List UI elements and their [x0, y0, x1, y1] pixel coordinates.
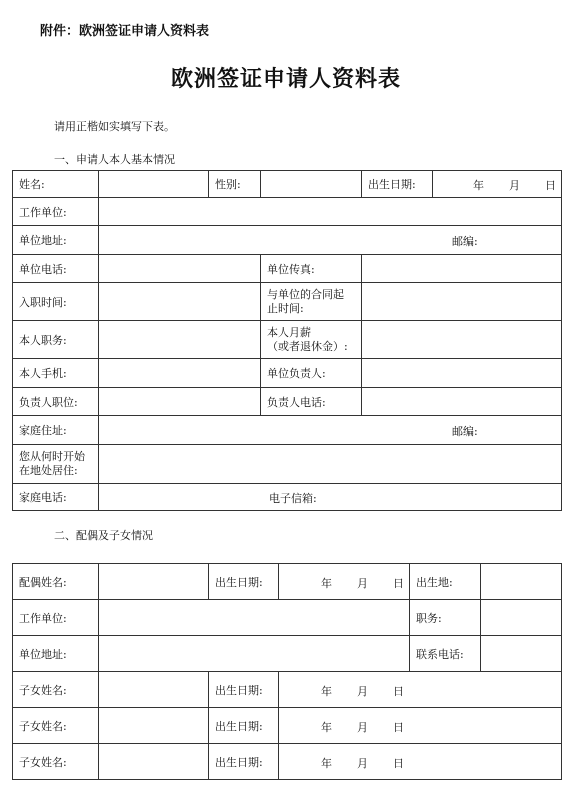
- child-year-label: 年: [321, 721, 332, 734]
- section2-heading: 二、配偶及子女情况: [54, 529, 153, 542]
- mobile-label: 本人手机:: [12, 358, 99, 388]
- page-title: 欧洲签证申请人资料表: [170, 66, 401, 92]
- employer-field[interactable]: [98, 197, 562, 226]
- spouse-year-label: 年: [321, 577, 332, 590]
- birthplace-field[interactable]: [480, 563, 562, 600]
- child-month-label: 月: [357, 721, 368, 734]
- child-year-label: 年: [321, 685, 332, 698]
- residence-since-field[interactable]: [98, 444, 562, 484]
- spouse-position-label: 职务:: [409, 599, 481, 636]
- hire-date-label: 入职时间:: [12, 282, 99, 321]
- child-name-field[interactable]: [98, 671, 209, 708]
- supervisor-label: 单位负责人:: [260, 358, 362, 388]
- position-label: 本人职务:: [12, 320, 99, 359]
- home-phone-label: 家庭电话:: [12, 483, 99, 511]
- spouse-employer-label: 工作单位:: [12, 599, 99, 636]
- child-dob-label: 出生日期:: [208, 743, 279, 780]
- year-label: 年: [473, 179, 484, 192]
- employer-fax-label: 单位传真:: [260, 254, 362, 283]
- name-label: 姓名:: [12, 170, 99, 198]
- child-month-label: 月: [357, 685, 368, 698]
- home-address-field[interactable]: [98, 415, 562, 445]
- spouse-day-label: 日: [393, 577, 404, 590]
- contract-period-field[interactable]: [361, 282, 562, 321]
- monthly-salary-field[interactable]: [361, 320, 562, 359]
- employer-address-label: 单位地址:: [12, 225, 99, 255]
- contract-period-label: 与单位的合同起 止时间:: [260, 282, 362, 321]
- dob-field[interactable]: [432, 170, 562, 198]
- attachment-heading: 附件：欧洲签证申请人资料表: [40, 24, 210, 39]
- spouse-name-field[interactable]: [98, 563, 209, 600]
- child-day-label: 日: [393, 721, 404, 734]
- email-label: 电子信箱:: [269, 492, 317, 505]
- home-address-label: 家庭住址:: [12, 415, 99, 445]
- child-day-label: 日: [393, 685, 404, 698]
- spouse-dob-label: 出生日期:: [208, 563, 279, 600]
- child-name-label: 子女姓名:: [12, 671, 99, 708]
- employer-fax-field[interactable]: [361, 254, 562, 283]
- day-label: 日: [545, 179, 556, 192]
- spouse-dob-field[interactable]: [278, 563, 410, 600]
- instruction-text: 请用正楷如实填写下表。: [54, 120, 175, 133]
- spouse-employer-address-field[interactable]: [98, 635, 410, 672]
- child-day-label: 日: [393, 757, 404, 770]
- residence-since-label: 您从何时开始 在地处居住:: [12, 444, 99, 484]
- supervisor-position-label: 负责人职位:: [12, 387, 99, 416]
- child-name-field[interactable]: [98, 743, 209, 780]
- gender-field[interactable]: [260, 170, 362, 198]
- month-label: 月: [509, 179, 520, 192]
- employer-phone-field[interactable]: [98, 254, 261, 283]
- postcode-label: 邮编:: [452, 235, 478, 248]
- employer-label: 工作单位:: [12, 197, 99, 226]
- name-field[interactable]: [98, 170, 209, 198]
- contact-phone-label: 联系电话:: [409, 635, 481, 672]
- spouse-employer-address-label: 单位地址:: [12, 635, 99, 672]
- position-field[interactable]: [98, 320, 261, 359]
- spouse-position-field[interactable]: [480, 599, 562, 636]
- spouse-name-label: 配偶姓名:: [12, 563, 99, 600]
- child-year-label: 年: [321, 757, 332, 770]
- monthly-salary-label: 本人月薪 （或者退休金）:: [260, 320, 362, 359]
- employer-phone-label: 单位电话:: [12, 254, 99, 283]
- home-postcode-label: 邮编:: [452, 425, 478, 438]
- child-dob-label: 出生日期:: [208, 671, 279, 708]
- section1-heading: 一、申请人本人基本情况: [54, 153, 175, 166]
- employer-address-field[interactable]: [98, 225, 562, 255]
- child-name-label: 子女姓名:: [12, 743, 99, 780]
- contact-phone-field[interactable]: [480, 635, 562, 672]
- hire-date-field[interactable]: [98, 282, 261, 321]
- mobile-field[interactable]: [98, 358, 261, 388]
- gender-label: 性别:: [208, 170, 261, 198]
- spouse-month-label: 月: [357, 577, 368, 590]
- birthplace-label: 出生地:: [409, 563, 481, 600]
- child-name-field[interactable]: [98, 707, 209, 744]
- home-phone-field[interactable]: [98, 483, 562, 511]
- supervisor-position-field[interactable]: [98, 387, 261, 416]
- spouse-employer-field[interactable]: [98, 599, 410, 636]
- child-name-label: 子女姓名:: [12, 707, 99, 744]
- supervisor-phone-label: 负责人电话:: [260, 387, 362, 416]
- child-dob-label: 出生日期:: [208, 707, 279, 744]
- child-month-label: 月: [357, 757, 368, 770]
- dob-label: 出生日期:: [361, 170, 433, 198]
- supervisor-phone-field[interactable]: [361, 387, 562, 416]
- supervisor-field[interactable]: [361, 358, 562, 388]
